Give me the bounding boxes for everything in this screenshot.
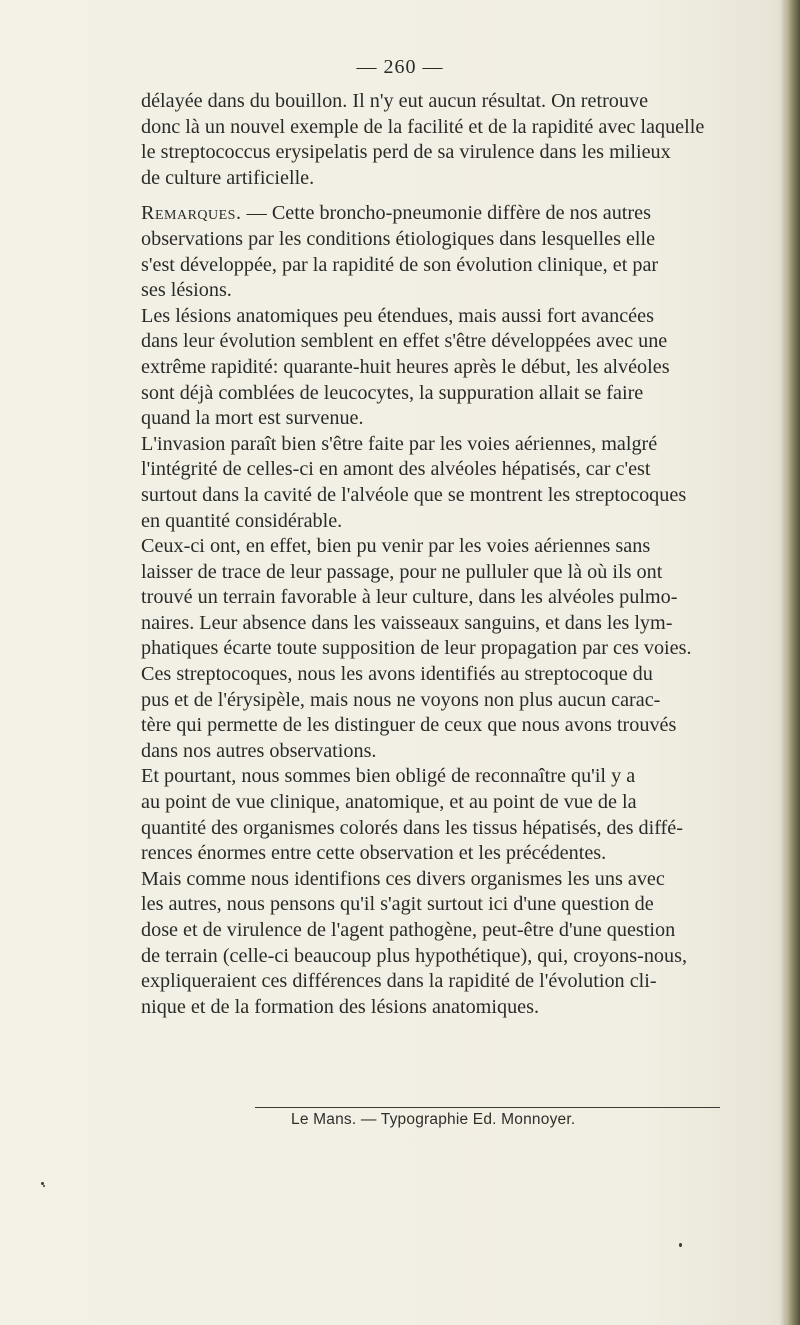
paragraph [141, 662, 791, 764]
paragraph [141, 432, 791, 534]
body-text [141, 89, 791, 1020]
text-line: phatiques écarte toute supposition de leur propagation par ces voies. [141, 637, 692, 660]
text-line: quand la mort est survenue. [141, 407, 364, 430]
text-line: surtout dans la cavité de l'alvéole que se montrent les streptocoques [141, 483, 687, 506]
text-line: laisser de trace de leur passage, pour ne pulluler que là où ils ont [141, 560, 663, 583]
print-speck [43, 1185, 45, 1187]
paragraph [141, 304, 791, 432]
footer-rule [255, 1107, 720, 1108]
paragraph-gap [141, 191, 791, 201]
text-line: délayée dans du bouillon. Il n'y eut aucun résultat. On retrouve [141, 90, 649, 112]
print-speck [679, 1243, 682, 1247]
paragraph [141, 89, 791, 191]
text-line: dans leur évolution semblent en effet s'être développées avec une [141, 330, 668, 353]
text-line: Et pourtant, nous sommes bien obligé de reconnaître qu'il y a [141, 765, 636, 788]
text-line: tère qui permette de les distinguer de ceux que nous avons trouvés [141, 714, 677, 737]
text-line: les autres, nous pensons qu'il s'agit surtout ici d'une question de [141, 893, 654, 916]
text-line: pus et de l'érysipèle, mais nous ne voyons non plus aucun carac- [141, 688, 661, 711]
text-line: rences énormes entre cette observation et les précédentes. [141, 842, 607, 865]
text-line: en quantité considérable. [141, 509, 343, 532]
printer-imprint: Le Mans. — Typographie Ed. Monnoyer. [291, 1111, 576, 1128]
text-line: de culture artificielle. [141, 166, 315, 189]
text-line: Ces streptocoques, nous les avons identifiés au streptocoque du [141, 663, 653, 686]
text-line: quantité des organismes colorés dans les tissus hépatisés, des diffé- [141, 816, 683, 839]
text-line: L'invasion paraît bien s'être faite par les voies aériennes, malgré [141, 432, 658, 455]
text-line: trouvé un terrain favorable à leur culture, dans les alvéoles pulmo- [141, 586, 678, 609]
text-line: extrême rapidité: quarante-huit heures après le début, les alvéoles [141, 355, 670, 378]
page-number: — 260 — [356, 56, 444, 78]
text-line: observations par les conditions étiologiques dans lesquelles elle [141, 227, 656, 250]
text-line: Les lésions anatomiques peu étendues, mais aussi fort avancées [141, 304, 654, 327]
text-line: s'est développée, par la rapidité de son évolution clinique, et par [141, 253, 659, 276]
text-line [141, 201, 791, 227]
text-line: donc là un nouvel exemple de la facilité et de la rapidité avec laquelle [141, 115, 705, 138]
text-line: l'intégrité de celles-ci en amont des alvéoles hépatisés, car c'est [141, 458, 651, 481]
text-line: nique et de la formation des lésions anatomiques. [141, 995, 540, 1018]
text-line: Ceux-ci ont, en effet, bien pu venir par les voies aériennes sans [141, 535, 651, 558]
paragraph [141, 201, 791, 303]
paragraph [141, 534, 791, 662]
text-line: le streptococcus erysipelatis perd de sa virulence dans les milieux [141, 141, 671, 164]
text-line: Mais comme nous identifions ces divers organismes les uns avec [141, 867, 665, 890]
text-line: dose et de virulence de l'agent pathogène, peut-être d'une question [141, 919, 676, 941]
text-line: naires. Leur absence dans les vaisseaux sanguins, et dans les lym- [141, 611, 673, 634]
text-line: sont déjà comblées de leucocytes, la suppuration allait se faire [141, 381, 644, 404]
text-line-content: — Cette broncho-pneumonie diffère de nos autres [241, 202, 651, 225]
paragraph [141, 867, 791, 1021]
text-line: dans nos autres observations. [141, 739, 377, 762]
paragraph [141, 764, 791, 866]
section-lead: Remarques. [141, 202, 242, 225]
text-line: ses lésions. [141, 279, 232, 302]
text-line: de terrain (celle-ci beaucoup plus hypothétique), qui, croyons-nous, [141, 944, 688, 967]
text-line: au point de vue clinique, anatomique, et au point de vue de la [141, 791, 637, 814]
text-line: expliqueraient ces différences dans la rapidité de l'évolution cli- [141, 970, 657, 993]
